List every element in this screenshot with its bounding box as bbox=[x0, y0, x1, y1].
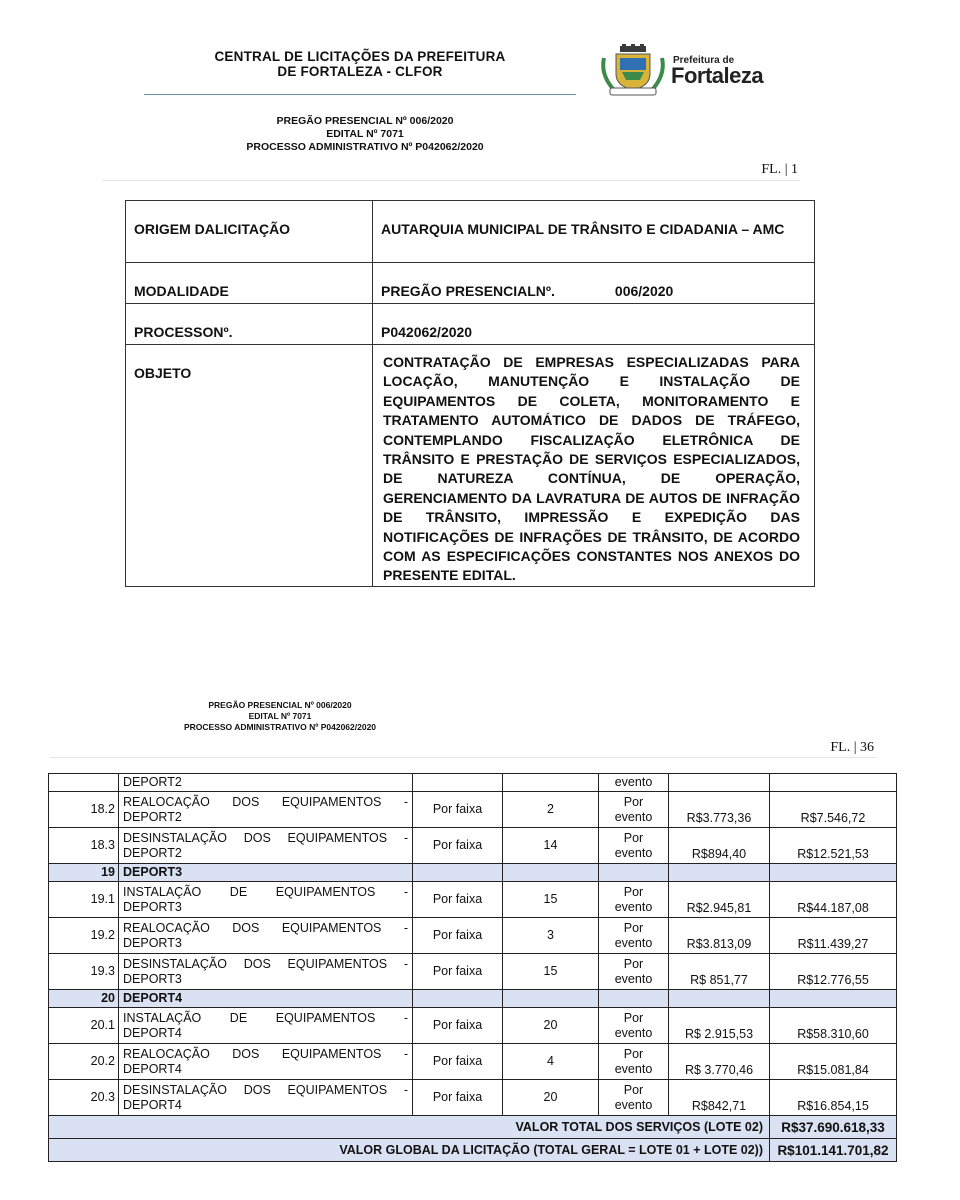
item-desc-line1: INSTALAÇÃO DE EQUIPAMENTOS - bbox=[123, 1010, 408, 1025]
item-desc-line1: DESINSTALAÇÃO DOS EQUIPAMENTOS - bbox=[123, 1082, 408, 1097]
info-row-modalidade bbox=[126, 263, 815, 304]
item-type-line1: Por bbox=[623, 956, 644, 971]
objeto-value: CONTRATAÇÃO DE EMPRESAS ESPECIALIZADAS PARA LOCAÇÃO, MANUTENÇÃO E INSTALAÇÃO DE EQUIPAMENTOS DE COLETA, MONITORAMENTO E TRATAMENTO AUTOMÁTICO DE DADOS DE TRÁFEGO, CONTEMPLANDO FISCALIZAÇÃO ELETRÔNICA DE TRÂNSITO E PRESTAÇÃO DE SERVIÇOS ESPECIALIZADOS, DE NATUREZA CONTÍNUA, DE OPERAÇÃO, GERENCIAMENTO DA LAVRATURA DE AUTOS DE INFRAÇÃO DE TRÂNSITO, IMPRESSÃO E EXPEDIÇÃO DAS NOTIFICAÇÕES DE INFRAÇÕES DE TRÂNSITO, DE ACORDO COM AS ESPECIFICAÇÕES CONSTANTES NOS ANEXOS DO PRESENTE EDITAL. bbox=[373, 345, 815, 587]
group-desc-cell: DEPORT4 bbox=[119, 990, 413, 1008]
total-servicos-value: R$37.690.618,33 bbox=[770, 1116, 897, 1139]
item-desc-cell bbox=[119, 918, 413, 954]
item-type-cell bbox=[599, 954, 669, 990]
group-empty-cell bbox=[669, 864, 770, 882]
item-total-cell: R$7.546,72 bbox=[770, 792, 897, 828]
item-desc-line1: REALOCAÇÃO DOS EQUIPAMENTOS - bbox=[123, 920, 408, 935]
pregao-line-2: PREGÃO PRESENCIAL Nº 006/2020 bbox=[208, 700, 352, 710]
item-price-cell: R$3.773,36 bbox=[669, 792, 770, 828]
cont-num-cell bbox=[49, 774, 119, 792]
item-total-cell: R$11.439,27 bbox=[770, 918, 897, 954]
item-total-cell: R$44.187,08 bbox=[770, 882, 897, 918]
item-unit-cell: Por faixa bbox=[413, 828, 503, 864]
item-price-cell: R$ 851,77 bbox=[669, 954, 770, 990]
item-price-cell: R$2.945,81 bbox=[669, 882, 770, 918]
item-qty-cell: 20 bbox=[503, 1008, 599, 1044]
item-num-cell: 20.3 bbox=[49, 1080, 119, 1116]
item-price-cell: R$ 3.770,46 bbox=[669, 1044, 770, 1080]
item-desc-cell bbox=[119, 828, 413, 864]
item-total-cell: R$12.521,53 bbox=[770, 828, 897, 864]
item-price-cell: R$3.813,09 bbox=[669, 918, 770, 954]
item-desc-line1: DESINSTALAÇÃO DOS EQUIPAMENTOS - bbox=[123, 830, 408, 845]
item-desc-line2: DEPORT2 bbox=[123, 845, 182, 860]
item-num-cell: 18.3 bbox=[49, 828, 119, 864]
page-folio-1: FL. | 1 bbox=[761, 162, 798, 177]
processo-line-2: PROCESSO ADMINISTRATIVO Nº P042062/2020 bbox=[183, 722, 377, 732]
edital-line: EDITAL Nº 7071 bbox=[326, 128, 404, 140]
valor-global-row bbox=[49, 1139, 897, 1162]
group-empty-cell bbox=[503, 864, 599, 882]
group-num-cell: 20 bbox=[49, 990, 119, 1008]
item-type-line1: Por bbox=[623, 794, 644, 809]
total-servicos-row bbox=[49, 1116, 897, 1139]
table-row bbox=[49, 828, 897, 864]
valor-global-value: R$101.141.701,82 bbox=[770, 1139, 897, 1162]
item-type-cell bbox=[599, 1008, 669, 1044]
item-price-cell: R$894,40 bbox=[669, 828, 770, 864]
group-num-cell: 19 bbox=[49, 864, 119, 882]
item-type-line2: evento bbox=[614, 845, 653, 860]
group-row bbox=[49, 990, 897, 1008]
item-type-line2: evento bbox=[614, 1025, 653, 1040]
item-type-line1: Por bbox=[623, 830, 644, 845]
item-unit-cell: Por faixa bbox=[413, 1080, 503, 1116]
page36-separator bbox=[50, 757, 876, 758]
group-empty-cell bbox=[669, 990, 770, 1008]
item-type-cell bbox=[599, 1044, 669, 1080]
table-row bbox=[49, 954, 897, 990]
item-desc-line2: DEPORT3 bbox=[123, 971, 182, 986]
item-num-cell: 20.2 bbox=[49, 1044, 119, 1080]
cont-unit-cell bbox=[413, 774, 503, 792]
item-price-cell: R$ 2.915,53 bbox=[669, 1008, 770, 1044]
modalidade-number: 006/2020 bbox=[614, 283, 674, 299]
item-type-cell bbox=[599, 882, 669, 918]
item-qty-cell: 15 bbox=[503, 882, 599, 918]
item-type-line2: evento bbox=[614, 899, 653, 914]
item-desc-cell bbox=[119, 954, 413, 990]
group-desc-cell: DEPORT3 bbox=[119, 864, 413, 882]
item-desc-cell bbox=[119, 1008, 413, 1044]
item-unit-cell: Por faixa bbox=[413, 882, 503, 918]
group-empty-cell bbox=[599, 864, 669, 882]
modalidade-cell bbox=[373, 263, 815, 304]
info-row-objeto bbox=[126, 345, 815, 587]
process-header-page1 bbox=[200, 115, 530, 154]
item-type-line2: evento bbox=[614, 935, 653, 950]
item-type-line1: Por bbox=[623, 1082, 644, 1097]
item-desc-line2: DEPORT3 bbox=[123, 935, 182, 950]
cont-desc-cell: DEPORT2 bbox=[119, 774, 413, 792]
org-title-line1: CENTRAL DE LICITAÇÕES DA PREFEITURA bbox=[214, 49, 506, 64]
item-type-line1: Por bbox=[623, 884, 644, 899]
table-row bbox=[49, 882, 897, 918]
table-row bbox=[49, 918, 897, 954]
item-unit-cell: Por faixa bbox=[413, 1008, 503, 1044]
process-header-page36 bbox=[130, 700, 430, 733]
item-qty-cell: 2 bbox=[503, 792, 599, 828]
valor-global-label: VALOR GLOBAL DA LICITAÇÃO (TOTAL GERAL = LOTE 01 + LOTE 02)) bbox=[49, 1139, 770, 1162]
group-empty-cell bbox=[413, 864, 503, 882]
item-type-line2: evento bbox=[614, 1097, 653, 1112]
group-row bbox=[49, 864, 897, 882]
origem-label: ORIGEM DALICITAÇÃO bbox=[126, 201, 373, 263]
item-total-cell: R$15.081,84 bbox=[770, 1044, 897, 1080]
item-num-cell: 19.3 bbox=[49, 954, 119, 990]
item-type-cell bbox=[599, 918, 669, 954]
item-total-cell: R$12.776,55 bbox=[770, 954, 897, 990]
item-type-cell bbox=[599, 792, 669, 828]
item-type-line1: Por bbox=[623, 1010, 644, 1025]
processo-line: PROCESSO ADMINISTRATIVO Nº P042062/2020 bbox=[246, 141, 484, 153]
item-desc-line2: DEPORT4 bbox=[123, 1061, 182, 1076]
item-desc-cell bbox=[119, 1080, 413, 1116]
item-desc-line2: DEPORT4 bbox=[123, 1097, 182, 1112]
item-num-cell: 18.2 bbox=[49, 792, 119, 828]
item-unit-cell: Por faixa bbox=[413, 918, 503, 954]
item-num-cell: 19.1 bbox=[49, 882, 119, 918]
origem-value: AUTARQUIA MUNICIPAL DE TRÂNSITO E CIDADANIA – AMC bbox=[373, 201, 815, 263]
edital-line-2: EDITAL Nº 7071 bbox=[248, 711, 312, 721]
pregao-line: PREGÃO PRESENCIAL Nº 006/2020 bbox=[276, 115, 454, 127]
item-total-cell: R$16.854,15 bbox=[770, 1080, 897, 1116]
cont-type-cell: evento bbox=[599, 774, 669, 792]
cont-total-cell bbox=[770, 774, 897, 792]
item-type-line2: evento bbox=[614, 809, 653, 824]
item-num-cell: 19.2 bbox=[49, 918, 119, 954]
modalidade-label: MODALIDADE bbox=[126, 263, 373, 304]
item-type-line1: Por bbox=[623, 1046, 644, 1061]
item-qty-cell: 4 bbox=[503, 1044, 599, 1080]
header-rule bbox=[144, 94, 576, 95]
item-price-cell: R$842,71 bbox=[669, 1080, 770, 1116]
item-unit-cell: Por faixa bbox=[413, 1044, 503, 1080]
processo-label: PROCESSONº. bbox=[126, 304, 373, 345]
table-row bbox=[49, 1080, 897, 1116]
modalidade-value: PREGÃO PRESENCIALNº. bbox=[381, 283, 555, 299]
item-qty-cell: 15 bbox=[503, 954, 599, 990]
item-num-cell: 20.1 bbox=[49, 1008, 119, 1044]
item-type-cell bbox=[599, 828, 669, 864]
item-desc-line2: DEPORT4 bbox=[123, 1025, 182, 1040]
logo-text-small: Prefeitura de bbox=[673, 55, 735, 66]
cont-qty-cell bbox=[503, 774, 599, 792]
org-title bbox=[150, 49, 570, 79]
group-empty-cell bbox=[413, 990, 503, 1008]
item-desc-cell bbox=[119, 882, 413, 918]
processo-value: P042062/2020 bbox=[373, 304, 815, 345]
item-desc-line1: INSTALAÇÃO DE EQUIPAMENTOS - bbox=[123, 884, 408, 899]
info-row-origem bbox=[126, 201, 815, 263]
logo-text-big: Fortaleza bbox=[671, 63, 764, 88]
item-type-line2: evento bbox=[614, 1061, 653, 1076]
item-total-cell: R$58.310,60 bbox=[770, 1008, 897, 1044]
group-empty-cell bbox=[599, 990, 669, 1008]
page-folio-36: FL. | 36 bbox=[830, 740, 874, 755]
table-row-continuation bbox=[49, 774, 897, 792]
item-unit-cell: Por faixa bbox=[413, 954, 503, 990]
group-empty-cell bbox=[503, 990, 599, 1008]
item-desc-line1: REALOCAÇÃO DOS EQUIPAMENTOS - bbox=[123, 1046, 408, 1061]
group-empty-cell bbox=[770, 864, 897, 882]
item-desc-line2: DEPORT3 bbox=[123, 899, 182, 914]
total-servicos-label: VALOR TOTAL DOS SERVIÇOS (LOTE 02) bbox=[49, 1116, 770, 1139]
info-row-processo bbox=[126, 304, 815, 345]
page1-separator bbox=[102, 180, 800, 181]
item-desc-cell bbox=[119, 1044, 413, 1080]
item-unit-cell: Por faixa bbox=[413, 792, 503, 828]
table-row bbox=[49, 1008, 897, 1044]
item-desc-line2: DEPORT2 bbox=[123, 809, 182, 824]
item-qty-cell: 3 bbox=[503, 918, 599, 954]
items-price-table bbox=[48, 773, 897, 1162]
item-type-line2: evento bbox=[614, 971, 653, 986]
table-row bbox=[49, 1044, 897, 1080]
item-type-cell bbox=[599, 1080, 669, 1116]
item-qty-cell: 20 bbox=[503, 1080, 599, 1116]
table-row bbox=[49, 792, 897, 828]
coat-of-arms-icon bbox=[600, 44, 666, 98]
cont-price-cell bbox=[669, 774, 770, 792]
group-empty-cell bbox=[770, 990, 897, 1008]
item-desc-line1: REALOCAÇÃO DOS EQUIPAMENTOS - bbox=[123, 794, 408, 809]
item-desc-line1: DESINSTALAÇÃO DOS EQUIPAMENTOS - bbox=[123, 956, 408, 971]
item-type-line1: Por bbox=[623, 920, 644, 935]
item-qty-cell: 14 bbox=[503, 828, 599, 864]
objeto-label: OBJETO bbox=[126, 345, 373, 587]
org-title-line2: DE FORTALEZA - CLFOR bbox=[277, 64, 443, 79]
item-desc-cell bbox=[119, 792, 413, 828]
licitacao-info-table bbox=[125, 200, 815, 587]
